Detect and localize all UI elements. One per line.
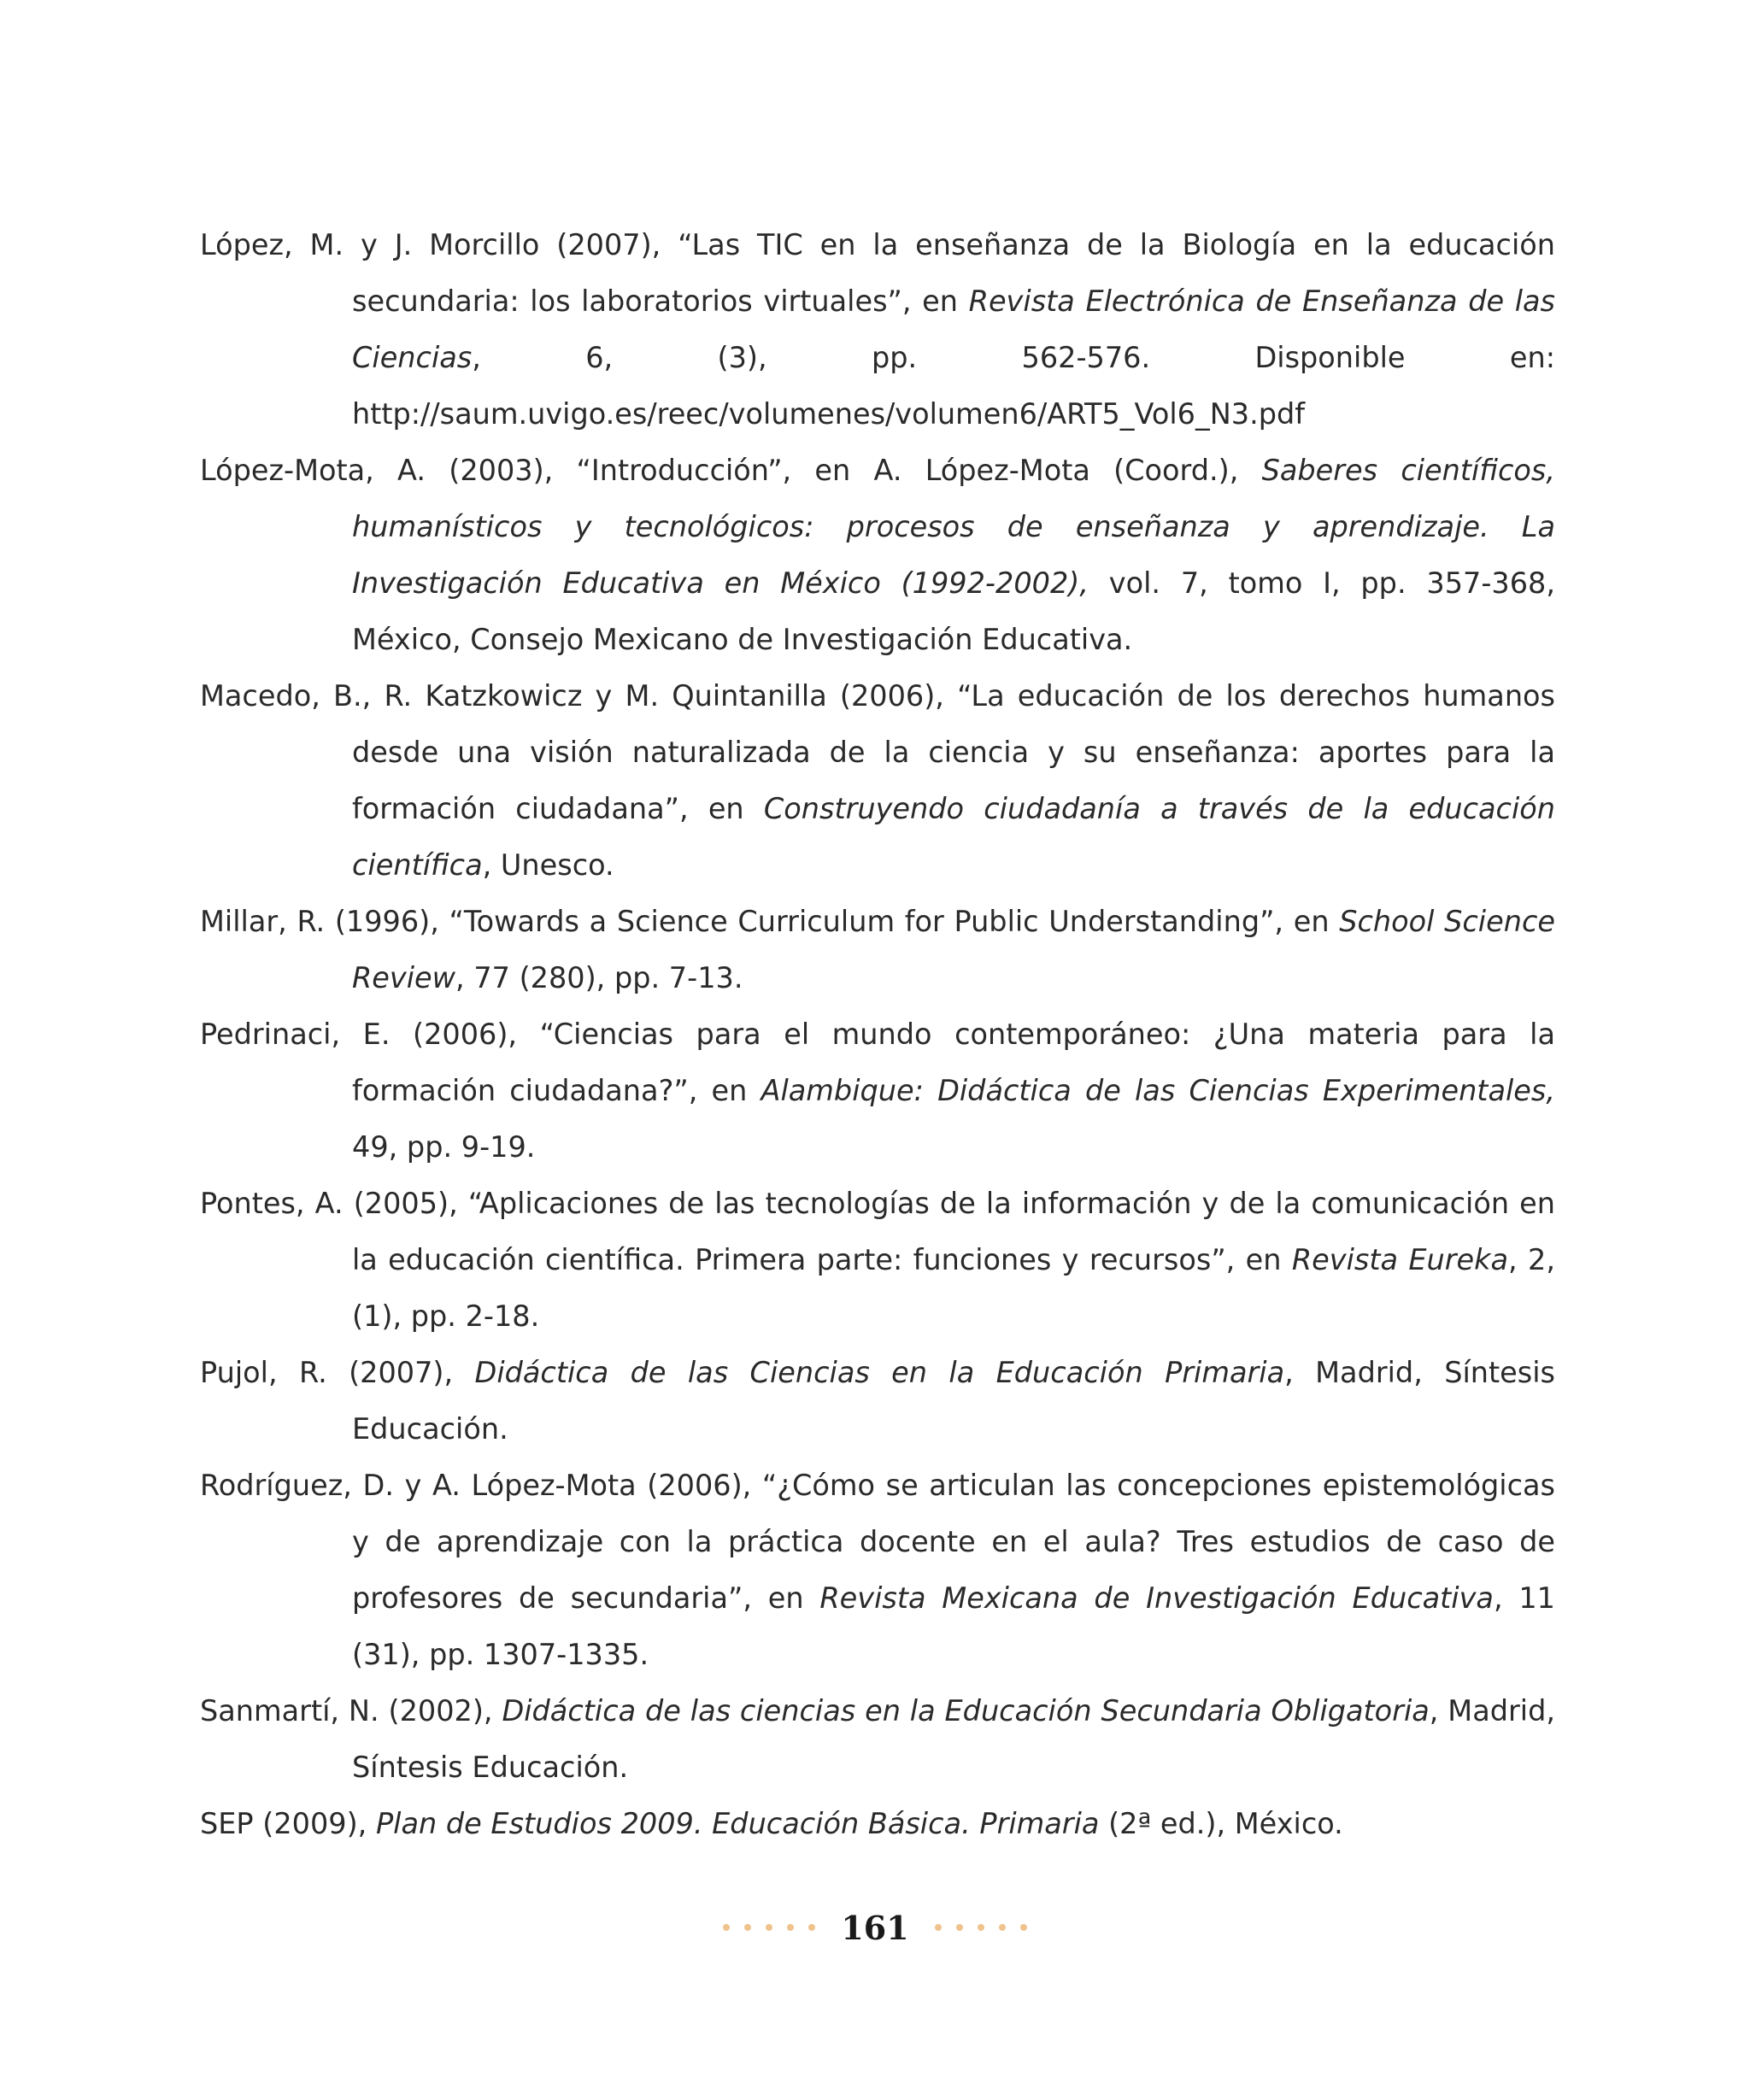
reference-text: , 2, (1), pp. 2-18. xyxy=(352,1243,1555,1333)
reference-text: , Unesco. xyxy=(482,848,614,882)
reference-source-title: Construyendo ciudadanía a través de la educación científica xyxy=(352,792,1556,882)
reference-text: Sanmartí, N. (2002), xyxy=(200,1694,502,1728)
decorative-dot xyxy=(808,1924,815,1931)
reference-text: Rodríguez, D. y A. López-Mota (2006), “¿Cómo se articulan las concepciones epistemológicas y de aprendizaje con la práctica docente en el aula? Tres estudios de caso de profesores de secundaria”, en xyxy=(200,1469,1555,1615)
reference-text: , 77 (280), pp. 7-13. xyxy=(455,961,743,994)
reference-entry xyxy=(200,1345,1555,1458)
reference-source-title: Revista Eureka xyxy=(1291,1243,1509,1276)
reference-text: López, M. y J. Morcillo (2007), “Las TIC en la enseñanza de la Biología en la educación secundaria: los laboratorios virtuales”, en xyxy=(200,228,1555,318)
reference-source-title: Saberes científicos, humanísticos y tecnológicos: procesos de enseñanza y aprendizaje. La Investigación Educativa en México (1992-2002), xyxy=(352,454,1555,600)
reference-entry xyxy=(200,1796,1555,1852)
reference-entry xyxy=(200,668,1555,894)
reference-text: Pontes, A. (2005), “Aplicaciones de las tecnologías de la información y de la comunicación en la educación científica. Primera parte: funciones y recursos”, en xyxy=(200,1187,1555,1276)
reference-entry xyxy=(200,894,1555,1006)
footer-dots-right xyxy=(935,1924,1027,1931)
reference-text: , Madrid, Síntesis Educación. xyxy=(352,1356,1555,1446)
reference-text: Pedrinaci, E. (2006), “Ciencias para el mundo contemporáneo: ¿Una materia para la formación ciudadana?”, en xyxy=(200,1018,1555,1107)
reference-text: Macedo, B., R. Katzkowicz y M. Quintanilla (2006), “La educación de los derechos humanos desde una visión naturalizada de la ciencia y su enseñanza: aportes para la formación ciudadana”, en xyxy=(200,679,1555,825)
footer-dots-left xyxy=(723,1924,815,1931)
decorative-dot xyxy=(744,1924,751,1931)
reference-source-title: Revista Electrónica de Enseñanza de las Ciencias xyxy=(352,284,1555,374)
decorative-dot xyxy=(1020,1924,1027,1931)
reference-text: (2ª ed.), México. xyxy=(1099,1807,1343,1840)
reference-text: Millar, R. (1996), “Towards a Science Curriculum for Public Understanding”, en xyxy=(200,905,1340,938)
reference-text: , Madrid, Síntesis Educación. xyxy=(352,1694,1555,1784)
reference-source-title: Didáctica de las Ciencias en la Educación Primaria xyxy=(474,1356,1285,1389)
reference-entry xyxy=(200,1683,1555,1796)
decorative-dot xyxy=(999,1924,1006,1931)
page-footer xyxy=(0,1902,1750,1953)
reference-text: , 11 (31), pp. 1307-1335. xyxy=(352,1581,1555,1671)
reference-entry xyxy=(200,1176,1555,1345)
decorative-dot xyxy=(766,1924,772,1931)
reference-entry xyxy=(200,1458,1555,1683)
reference-entry xyxy=(200,1006,1555,1176)
reference-text: López-Mota, A. (2003), “Introducción”, en A. López-Mota (Coord.), xyxy=(200,454,1262,487)
reference-entry xyxy=(200,217,1555,443)
reference-source-title: Revista Mexicana de Investigación Educativa xyxy=(819,1581,1494,1615)
reference-text: vol. 7, tomo I, pp. 357-368, México, Consejo Mexicano de Investigación Educativa. xyxy=(352,566,1555,656)
reference-text: SEP (2009), xyxy=(200,1807,376,1840)
decorative-dot xyxy=(956,1924,963,1931)
reference-list xyxy=(200,217,1555,1852)
reference-text: , 6, (3), pp. 562-576. Disponible en: http://saum.uvigo.es/reec/volumenes/volumen6/ART5_Vol6_N3.pdf xyxy=(352,341,1555,431)
reference-source-title: Plan de Estudios 2009. Educación Básica. Primaria xyxy=(375,1807,1100,1840)
decorative-dot xyxy=(787,1924,794,1931)
reference-source-title: Didáctica de las ciencias en la Educación Secundaria Obligatoria xyxy=(502,1694,1430,1728)
reference-text: Pujol, R. (2007), xyxy=(200,1356,475,1389)
reference-entry xyxy=(200,443,1555,668)
reference-source-title: Alambique: Didáctica de las Ciencias Experimentales, xyxy=(760,1074,1555,1107)
decorative-dot xyxy=(935,1924,942,1931)
page-number: 161 xyxy=(841,1908,909,1947)
decorative-dot xyxy=(723,1924,730,1931)
decorative-dot xyxy=(978,1924,984,1931)
reference-source-title: School Science Review xyxy=(352,905,1555,994)
reference-text: 49, pp. 9-19. xyxy=(352,1130,536,1164)
